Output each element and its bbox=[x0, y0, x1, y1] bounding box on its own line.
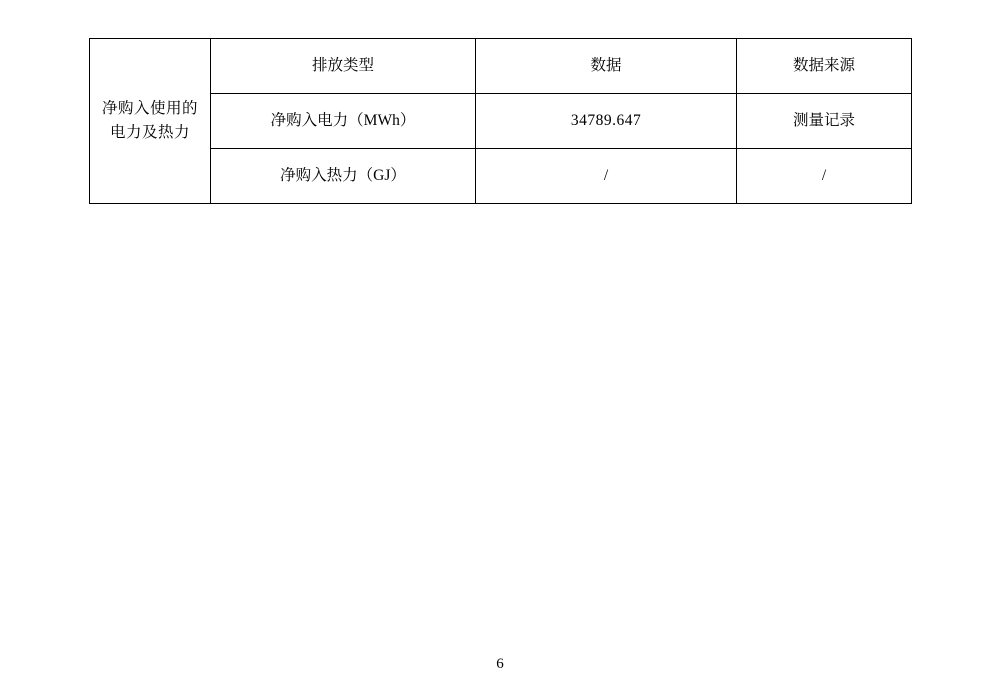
column-header-data: 数据 bbox=[476, 39, 737, 94]
page-number: 6 bbox=[496, 656, 504, 672]
table-row bbox=[90, 149, 912, 204]
cell-emission-data: 34789.647 bbox=[476, 94, 737, 149]
cell-emission-source: / bbox=[737, 149, 912, 204]
column-header-type: 排放类型 bbox=[211, 39, 476, 94]
cell-emission-type: 净购入热力（GJ） bbox=[211, 149, 476, 204]
cell-emission-type: 净购入电力（MWh） bbox=[211, 94, 476, 149]
emission-table-container bbox=[89, 38, 911, 204]
table-row bbox=[90, 39, 912, 94]
cell-emission-data: / bbox=[476, 149, 737, 204]
column-header-source: 数据来源 bbox=[737, 39, 912, 94]
cell-emission-source: 测量记录 bbox=[737, 94, 912, 149]
row-group-label: 净购入使用的电力及热力 bbox=[90, 39, 211, 204]
emission-table bbox=[89, 38, 912, 204]
table-row bbox=[90, 94, 912, 149]
